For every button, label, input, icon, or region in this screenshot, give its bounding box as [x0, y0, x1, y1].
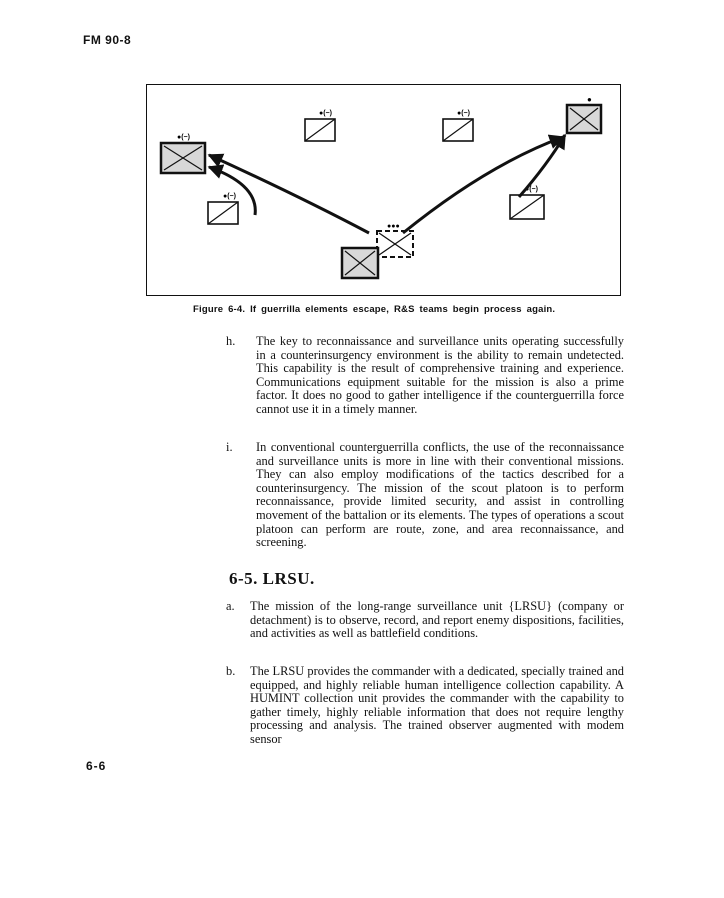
- rs-team-mid-left-symbol: [208, 202, 238, 224]
- paragraph-text: The LRSU provides the commander with a dedicated, specially trained and equipped, and highly reliable human intelligence collection capability. A HUMINT collection unit provides the commander with the capability to gather timely, highly reliable information that does not require lengthy processing and analysis. The trained observer augmented with modem sensor: [250, 664, 624, 746]
- unit-size-platoon-label: ●●●: [387, 223, 400, 230]
- unit-size-team-2-label: ●(−): [457, 110, 470, 117]
- figure-6-4-diagram: [146, 84, 621, 296]
- page-number: 6-6: [86, 759, 107, 773]
- paragraph-h: [226, 335, 624, 417]
- rs-team-top-right-symbol: [443, 119, 473, 141]
- guerrilla-element-left-symbol: [161, 143, 205, 173]
- paragraph-label: a.: [226, 599, 235, 613]
- paragraph-text: The mission of the long-range surveillance unit {LRSU} (company or detachment) is to observe, record, and report enemy dispositions, facilities, and activities as well as battlefield conditions.: [250, 599, 624, 641]
- base-element-symbol: [342, 248, 378, 278]
- rs-team-top-left-symbol: [305, 119, 335, 141]
- unit-size-team-4-label: ●(−): [525, 186, 538, 193]
- section-heading: [229, 569, 315, 589]
- paragraph-b: [226, 665, 624, 747]
- unit-size-left-label: ●(−): [177, 134, 190, 141]
- paragraph-label: h.: [226, 334, 236, 348]
- rs-team-mid-right-symbol: [510, 195, 544, 219]
- guerrilla-element-right-symbol: [567, 105, 601, 133]
- section-number: 6-5.: [229, 569, 258, 588]
- manual-id: FM 90-8: [83, 33, 132, 47]
- paragraph-i: [226, 441, 624, 550]
- paragraph-label: i.: [226, 440, 233, 454]
- paragraph-text: The key to reconnaissance and surveillance units operating successfully in a counterinsurgency environment is the ability to remain undetected. This capability is the result of comprehensive training and experience. Communications equipment suitable for the mission is also a prime factor. It does no good to gather intelligence if the counterguerrilla force cannot use it in a timely manner.: [256, 334, 624, 416]
- unit-size-team-3-label: ●(−): [223, 193, 236, 200]
- paragraph-a: [226, 600, 624, 641]
- unit-size-team-1-label: ●(−): [319, 110, 332, 117]
- central-element-dashed-symbol: [377, 231, 413, 257]
- paragraph-label: b.: [226, 664, 236, 678]
- paragraph-text: In conventional counterguerrilla conflicts, the use of the reconnaissance and surveillance units is more in line with their conventional missions. They can also employ modifications of the tactics described for a counterinsurgency. The mission of the scout platoon is to perform reconnaissance, provide limited security, and assist in controlling movement of the battalion or its elements. The types of operations a scout platoon can perform are route, zone, and area reconnaissance, and screening.: [256, 440, 624, 550]
- figure-caption: Figure 6-4. If guerrilla elements escape, R&S teams begin process again.: [193, 304, 556, 315]
- unit-size-right-label: ●: [587, 95, 592, 104]
- figure-drawing: [147, 85, 622, 297]
- section-title: LRSU.: [262, 569, 315, 588]
